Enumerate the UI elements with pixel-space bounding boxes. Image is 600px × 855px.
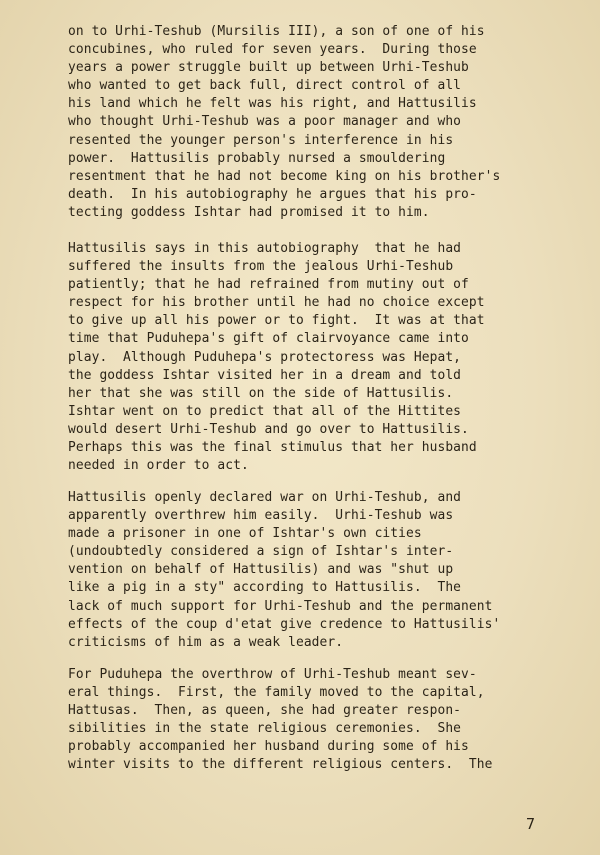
text-line: respect for his brother until he had no choice except [68, 295, 485, 311]
text-line: Perhaps this was the final stimulus that her husband [68, 440, 477, 456]
text-line: resented the younger person's interference in his [68, 132, 454, 148]
text-line: her that she was still on the side of Hattusilis. [68, 385, 454, 401]
text-line: tecting goddess Ishtar had promised it to him. [68, 204, 430, 220]
text-line: probably accompanied her husband during some of his [68, 739, 469, 755]
text-line: criticisms of him as a weak leader. [68, 634, 344, 650]
page-number: 7 [526, 815, 536, 833]
text-line: sibilities in the state religious ceremonies. She [68, 721, 462, 737]
text-line: like a pig in a sty" according to Hattusilis. The [68, 580, 462, 596]
text-line: apparently overthrew him easily. Urhi-Teshub was [68, 508, 454, 524]
text-line: time that Puduhepa's gift of clairvoyance came into [68, 331, 469, 347]
text-line: needed in order to act. [68, 458, 249, 474]
text-line: years a power struggle built up between Urhi-Teshub [68, 60, 469, 76]
text-line: patiently; that he had refrained from mutiny out of [68, 277, 469, 293]
text-line: who wanted to get back full, direct control of all [68, 78, 462, 94]
text-line: Ishtar went on to predict that all of the Hittites [68, 403, 462, 419]
paragraph-1 [68, 23, 568, 222]
text-line: play. Although Puduhepa's protectoress was Hepat, [68, 349, 462, 365]
paragraph-4 [68, 666, 568, 775]
text-line: (undoubtedly considered a sign of Ishtar's inter- [68, 544, 454, 560]
text-line: concubines, who ruled for seven years. During those [68, 42, 477, 58]
text-line: effects of the coup d'etat give credence to Hattusilis' [68, 616, 501, 632]
text-line: on to Urhi-Teshub (Mursilis III), a son of one of his [68, 24, 485, 39]
text-line: suffered the insults from the jealous Urhi-Teshub [68, 259, 454, 275]
text-line: Hattusilis says in this autobiography that he had [68, 241, 462, 256]
text-line: death. In his autobiography he argues that his pro- [68, 186, 477, 202]
paragraph-2 [68, 240, 568, 475]
text-line: the goddess Ishtar visited her in a dream and told [68, 367, 462, 383]
text-line: winter visits to the different religious centers. The [68, 757, 493, 773]
text-line: Hattusilis openly declared war on Urhi-Teshub, and [68, 490, 462, 505]
text-line: who thought Urhi-Teshub was a poor manager and who [68, 114, 462, 130]
text-line: made a prisoner in one of Ishtar's own cities [68, 526, 422, 542]
text-line: his land which he felt was his right, and Hattusilis [68, 96, 477, 112]
paragraph-3 [68, 489, 568, 652]
text-line: vention on behalf of Hattusilis) and was "shut up [68, 562, 454, 578]
text-line: lack of much support for Urhi-Teshub and the permanent [68, 598, 493, 614]
text-line: eral things. First, the family moved to the capital, [68, 685, 485, 701]
text-line: to give up all his power or to fight. It was at that [68, 313, 485, 329]
text-line: resentment that he had not become king on his brother's [68, 168, 501, 184]
text-line: Hattusas. Then, as queen, she had greater respon- [68, 703, 462, 719]
text-line: would desert Urhi-Teshub and go over to Hattusilis. [68, 421, 469, 437]
text-line: power. Hattusilis probably nursed a smouldering [68, 150, 446, 166]
text-line: For Puduhepa the overthrow of Urhi-Teshub meant sev- [68, 667, 477, 682]
